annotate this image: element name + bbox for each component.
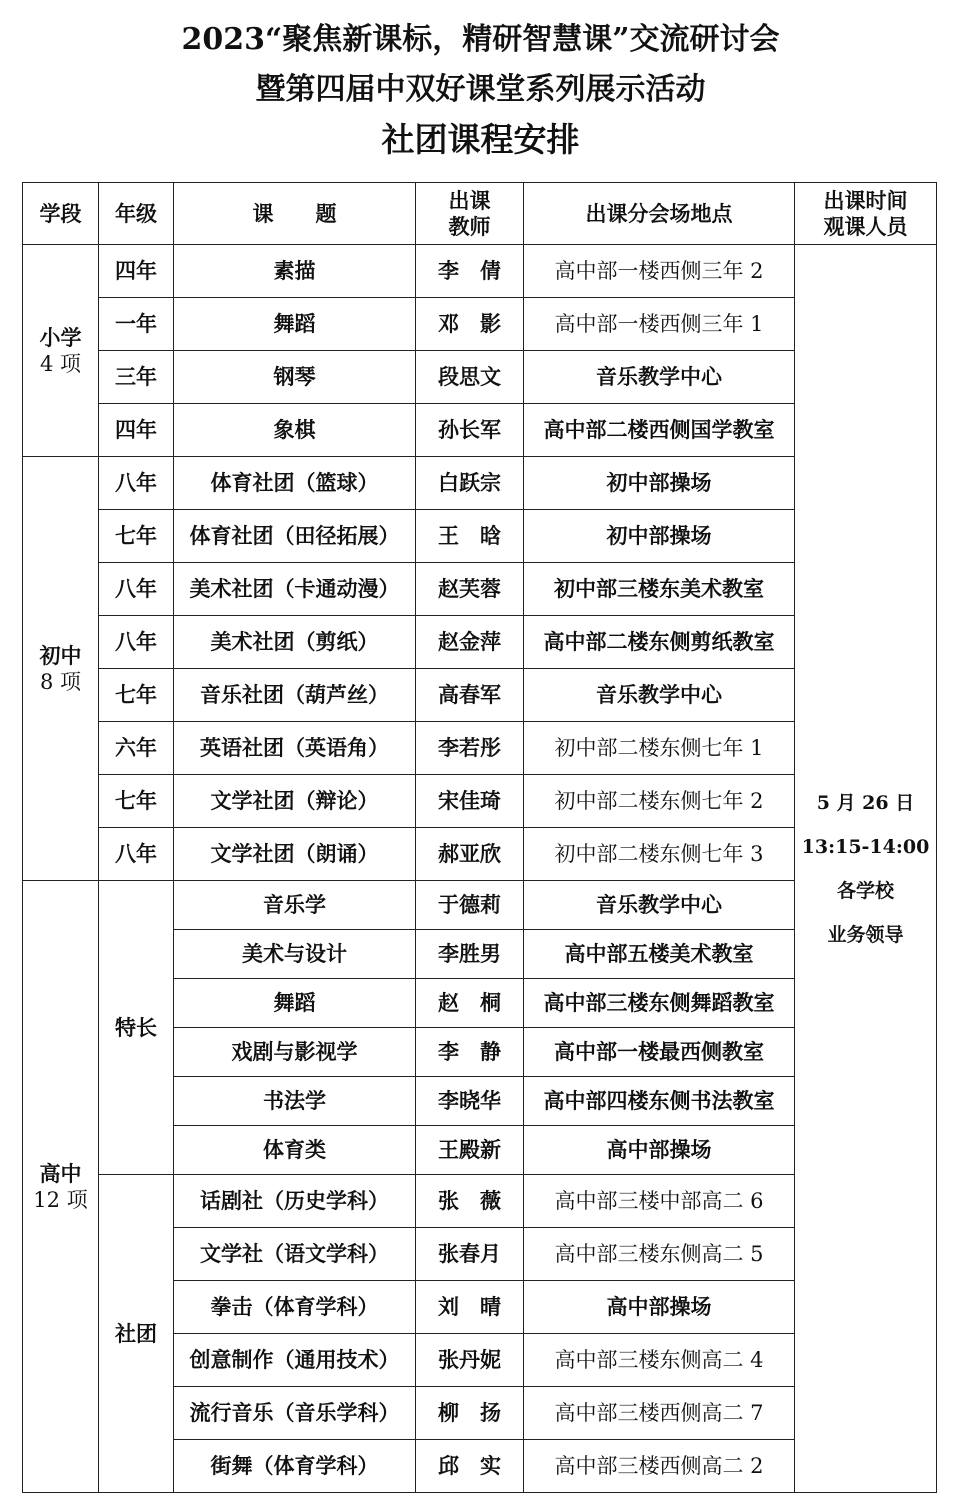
topic-cell: 音乐学 — [174, 881, 416, 930]
grade-cell: 七年 — [99, 775, 174, 828]
venue-cell: 初中部二楼东侧七年 1 — [524, 722, 795, 775]
info-attendees-line2: 业务领导 — [827, 923, 904, 946]
stage-senior-count: 12 项 — [33, 1187, 88, 1212]
grade-cell: 八年 — [99, 828, 174, 881]
stage-junior-count: 8 项 — [39, 669, 82, 694]
group-club: 社团 — [99, 1175, 174, 1493]
venue-cell: 初中部操场 — [524, 457, 795, 510]
header-teacher-line1: 出课 — [448, 187, 491, 213]
teacher-cell: 宋佳琦 — [416, 775, 524, 828]
topic-cell: 美术社团（卡通动漫） — [174, 563, 416, 616]
teacher-cell: 柳 扬 — [416, 1387, 524, 1440]
venue-cell: 高中部五楼美术教室 — [524, 930, 795, 979]
topic-cell: 英语社团（英语角） — [174, 722, 416, 775]
topic-cell: 舞蹈 — [174, 979, 416, 1028]
venue-cell: 音乐教学中心 — [524, 881, 795, 930]
topic-cell: 舞蹈 — [174, 298, 416, 351]
topic-cell: 体育社团（田径拓展） — [174, 510, 416, 563]
venue-cell: 初中部二楼东侧七年 2 — [524, 775, 795, 828]
topic-cell: 书法学 — [174, 1077, 416, 1126]
venue-cell: 高中部一楼最西侧教室 — [524, 1028, 795, 1077]
teacher-cell: 段思文 — [416, 351, 524, 404]
header-venue: 出课分会场地点 — [524, 183, 795, 245]
teacher-cell: 王 晗 — [416, 510, 524, 563]
venue-cell: 高中部一楼西侧三年 1 — [524, 298, 795, 351]
topic-cell: 体育社团（篮球） — [174, 457, 416, 510]
venue-cell: 高中部四楼东侧书法教室 — [524, 1077, 795, 1126]
teacher-cell: 王殿新 — [416, 1126, 524, 1175]
teacher-cell: 李晓华 — [416, 1077, 524, 1126]
stage-senior-name: 高中 — [39, 1160, 82, 1186]
stage-primary — [23, 245, 99, 457]
topic-cell: 流行音乐（音乐学科） — [174, 1387, 416, 1440]
grade-cell: 一年 — [99, 298, 174, 351]
teacher-cell: 张春月 — [416, 1228, 524, 1281]
schedule-table — [22, 182, 937, 1493]
info-attendees-line1: 各学校 — [836, 879, 894, 902]
header-grade: 年级 — [99, 183, 174, 245]
stage-junior — [23, 457, 99, 881]
venue-cell: 高中部操场 — [524, 1126, 795, 1175]
topic-cell: 文学社团（辩论） — [174, 775, 416, 828]
header-time-line2: 观课人员 — [823, 213, 908, 239]
teacher-cell: 赵金萍 — [416, 616, 524, 669]
grade-cell: 四年 — [99, 404, 174, 457]
header-teacher-line2: 教师 — [448, 213, 491, 239]
venue-cell: 高中部三楼东侧舞蹈教室 — [524, 979, 795, 1028]
teacher-cell: 赵芙蓉 — [416, 563, 524, 616]
topic-cell: 戏剧与影视学 — [174, 1028, 416, 1077]
teacher-cell: 白跃宗 — [416, 457, 524, 510]
grade-cell: 八年 — [99, 616, 174, 669]
venue-cell: 高中部二楼西侧国学教室 — [524, 404, 795, 457]
grade-cell: 八年 — [99, 457, 174, 510]
grade-cell: 七年 — [99, 669, 174, 722]
teacher-cell: 李若彤 — [416, 722, 524, 775]
header-topic: 课 题 — [174, 183, 416, 245]
stage-junior-name: 初中 — [39, 642, 82, 668]
teacher-cell: 张 薇 — [416, 1175, 524, 1228]
topic-cell: 创意制作（通用技术） — [174, 1334, 416, 1387]
teacher-cell: 于德莉 — [416, 881, 524, 930]
stage-senior — [23, 881, 99, 1493]
header-teacher — [416, 183, 524, 245]
teacher-cell: 郝亚欣 — [416, 828, 524, 881]
venue-cell: 高中部一楼西侧三年 2 — [524, 245, 795, 298]
grade-cell: 六年 — [99, 722, 174, 775]
topic-cell: 美术社团（剪纸） — [174, 616, 416, 669]
teacher-cell: 邓 影 — [416, 298, 524, 351]
info-time: 13:15-14:00 — [801, 835, 930, 858]
time-attendees-cell — [795, 245, 937, 1493]
topic-cell: 拳击（体育学科） — [174, 1281, 416, 1334]
stage-primary-name: 小学 — [39, 324, 82, 350]
topic-cell: 街舞（体育学科） — [174, 1440, 416, 1493]
grade-cell: 八年 — [99, 563, 174, 616]
header-time — [795, 183, 937, 245]
teacher-cell: 李胜男 — [416, 930, 524, 979]
venue-cell: 高中部二楼东侧剪纸教室 — [524, 616, 795, 669]
venue-cell: 高中部操场 — [524, 1281, 795, 1334]
venue-cell: 高中部三楼西侧高二 2 — [524, 1440, 795, 1493]
venue-cell: 高中部三楼西侧高二 7 — [524, 1387, 795, 1440]
topic-cell: 话剧社（历史学科） — [174, 1175, 416, 1228]
venue-cell: 高中部三楼中部高二 6 — [524, 1175, 795, 1228]
header-row — [23, 183, 937, 245]
grade-cell: 七年 — [99, 510, 174, 563]
table-row — [23, 245, 937, 298]
teacher-cell: 赵 桐 — [416, 979, 524, 1028]
grade-cell: 四年 — [99, 245, 174, 298]
info-date: 5 月 26 日 — [816, 791, 915, 814]
stage-primary-count: 4 项 — [39, 351, 82, 376]
teacher-cell: 李 静 — [416, 1028, 524, 1077]
topic-cell: 钢琴 — [174, 351, 416, 404]
teacher-cell: 刘 晴 — [416, 1281, 524, 1334]
venue-cell: 高中部三楼东侧高二 4 — [524, 1334, 795, 1387]
grade-cell: 三年 — [99, 351, 174, 404]
venue-cell: 初中部操场 — [524, 510, 795, 563]
topic-cell: 体育类 — [174, 1126, 416, 1175]
topic-cell: 文学社（语文学科） — [174, 1228, 416, 1281]
venue-cell: 高中部三楼东侧高二 5 — [524, 1228, 795, 1281]
topic-cell: 素描 — [174, 245, 416, 298]
teacher-cell: 孙长军 — [416, 404, 524, 457]
doc-title-line3: 社团课程安排 — [381, 120, 580, 159]
venue-cell: 初中部二楼东侧七年 3 — [524, 828, 795, 881]
teacher-cell: 张丹妮 — [416, 1334, 524, 1387]
teacher-cell: 高春军 — [416, 669, 524, 722]
group-talent: 特长 — [99, 881, 174, 1175]
doc-title-line1: 2023“聚焦新课标，精研智慧课”交流研讨会 — [181, 22, 780, 57]
topic-cell: 音乐社团（葫芦丝） — [174, 669, 416, 722]
topic-cell: 文学社团（朗诵） — [174, 828, 416, 881]
doc-title-line2: 暨第四届中双好课堂系列展示活动 — [255, 72, 706, 107]
teacher-cell: 邱 实 — [416, 1440, 524, 1493]
topic-cell: 象棋 — [174, 404, 416, 457]
topic-cell: 美术与设计 — [174, 930, 416, 979]
header-stage: 学段 — [23, 183, 99, 245]
header-time-line1: 出课时间 — [823, 187, 908, 213]
teacher-cell: 李 倩 — [416, 245, 524, 298]
venue-cell: 音乐教学中心 — [524, 669, 795, 722]
venue-cell: 音乐教学中心 — [524, 351, 795, 404]
venue-cell: 初中部三楼东美术教室 — [524, 563, 795, 616]
